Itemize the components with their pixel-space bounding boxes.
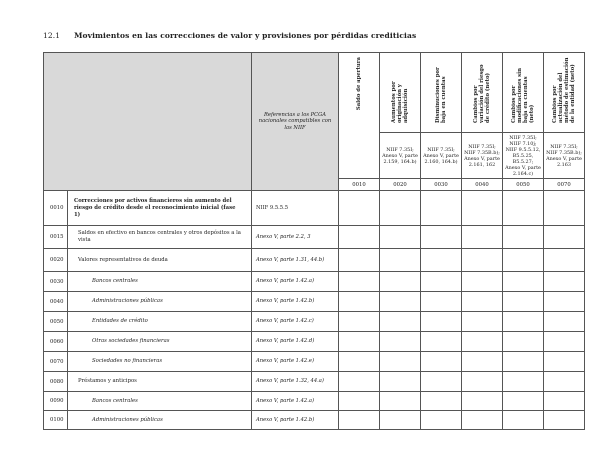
row-code: 0070 xyxy=(44,352,68,372)
col-code: 0030 xyxy=(421,179,462,191)
value-cell[interactable] xyxy=(339,352,380,372)
col-ref-0070: NIIF 7.35I; NIIF 7.35B.b); Anexo V, parte 2.163 xyxy=(544,133,585,179)
row-code: 0060 xyxy=(44,332,68,352)
value-cell[interactable] xyxy=(339,372,380,392)
row-reference: Anexo V, parte 1.42.d) xyxy=(252,332,339,352)
col-title-0010: Saldo de apertura xyxy=(339,53,380,179)
header-row-titles xyxy=(44,53,585,133)
value-cell[interactable] xyxy=(421,411,462,430)
section-number: 12.1 xyxy=(43,31,61,40)
row-reference: Anexo V, parte 1.42.a) xyxy=(252,392,339,411)
col-code: 0040 xyxy=(462,179,503,191)
ref-column-header: Referencias a los PCGA nacionales compatibles con las NIIF xyxy=(252,53,339,191)
row-reference: Anexo V, parte 2.2, 3 xyxy=(252,226,339,249)
value-cell[interactable] xyxy=(462,272,503,292)
col-code: 0070 xyxy=(544,179,585,191)
value-cell[interactable] xyxy=(380,312,421,332)
table-row xyxy=(44,332,585,352)
table-row xyxy=(44,292,585,312)
table-row xyxy=(44,312,585,332)
value-cell[interactable] xyxy=(339,392,380,411)
value-cell[interactable] xyxy=(462,226,503,249)
value-cell[interactable] xyxy=(503,191,544,226)
row-code: 0020 xyxy=(44,249,68,272)
value-cell[interactable] xyxy=(380,332,421,352)
row-label: Otras sociedades financieras xyxy=(68,332,252,352)
value-cell[interactable] xyxy=(339,226,380,249)
col-ref-0030: NIIF 7.35I; Anexo V, parte 2.160, 164.b) xyxy=(421,133,462,179)
value-cell[interactable] xyxy=(421,312,462,332)
value-cell[interactable] xyxy=(462,191,503,226)
row-code: 0100 xyxy=(44,411,68,430)
value-cell[interactable] xyxy=(544,352,585,372)
value-cell[interactable] xyxy=(339,292,380,312)
row-code: 0050 xyxy=(44,312,68,332)
value-cell[interactable] xyxy=(503,411,544,430)
value-cell[interactable] xyxy=(503,226,544,249)
value-cell[interactable] xyxy=(544,372,585,392)
row-label: Bancos centrales xyxy=(68,392,252,411)
value-cell[interactable] xyxy=(380,352,421,372)
value-cell[interactable] xyxy=(380,372,421,392)
value-cell[interactable] xyxy=(462,332,503,352)
row-reference: NIIF 9.5.5.5 xyxy=(252,191,339,226)
row-reference: Anexo V, parte 1.42.c) xyxy=(252,312,339,332)
row-code: 0030 xyxy=(44,272,68,292)
row-label: Préstamos y anticipos xyxy=(68,372,252,392)
value-cell[interactable] xyxy=(421,392,462,411)
value-cell[interactable] xyxy=(380,249,421,272)
col-ref-0020: NIIF 7.35I; Anexo V, parte 2.159, 164.b) xyxy=(380,133,421,179)
table-row xyxy=(44,392,585,411)
value-cell[interactable] xyxy=(339,191,380,226)
row-code: 0040 xyxy=(44,292,68,312)
col-ref-0040: NIIF 7.35I; NIIF 7.35B.b); Anexo V, parte 2.161, 162 xyxy=(462,133,503,179)
value-cell[interactable] xyxy=(503,372,544,392)
row-reference: Anexo V, parte 1.42.e) xyxy=(252,352,339,372)
value-cell[interactable] xyxy=(503,272,544,292)
value-cell[interactable] xyxy=(421,292,462,312)
value-cell[interactable] xyxy=(421,191,462,226)
value-cell[interactable] xyxy=(339,411,380,430)
value-cell[interactable] xyxy=(380,392,421,411)
table-row xyxy=(44,411,585,430)
page-title xyxy=(43,31,416,40)
value-cell[interactable] xyxy=(462,372,503,392)
col-ref-0050: NIIF 7.35I; NIIF 7.10j; NIIF 9.5.5.12, B5.5.25, B5.5.27; Anexo V, parte 2.164.c) xyxy=(503,133,544,179)
row-label: Bancos centrales xyxy=(68,272,252,292)
row-label: Correcciones por activos financieros sin aumento del riesgo de crédito desde el reconocimiento inicial (fase 1) xyxy=(68,191,252,226)
value-cell[interactable] xyxy=(544,332,585,352)
value-cell[interactable] xyxy=(421,249,462,272)
value-cell[interactable] xyxy=(544,392,585,411)
value-cell[interactable] xyxy=(339,312,380,332)
value-cell[interactable] xyxy=(462,292,503,312)
value-cell[interactable] xyxy=(421,372,462,392)
value-cell[interactable] xyxy=(339,332,380,352)
value-cell[interactable] xyxy=(544,191,585,226)
value-cell[interactable] xyxy=(544,312,585,332)
header-empty-cell xyxy=(44,53,252,191)
value-cell[interactable] xyxy=(544,249,585,272)
value-cell[interactable] xyxy=(503,332,544,352)
value-cell[interactable] xyxy=(462,352,503,372)
value-cell[interactable] xyxy=(421,272,462,292)
col-code: 0050 xyxy=(503,179,544,191)
row-code: 0015 xyxy=(44,226,68,249)
value-cell[interactable] xyxy=(380,411,421,430)
col-title-0020: Aumentos por originación y adquisición xyxy=(380,53,421,133)
value-cell[interactable] xyxy=(462,411,503,430)
value-cell[interactable] xyxy=(544,411,585,430)
row-code: 0010 xyxy=(44,191,68,226)
value-cell[interactable] xyxy=(503,352,544,372)
row-reference: Anexo V, parte 1.42.a) xyxy=(252,272,339,292)
table-row xyxy=(44,352,585,372)
value-cell[interactable] xyxy=(544,226,585,249)
col-code: 0020 xyxy=(380,179,421,191)
value-cell[interactable] xyxy=(544,272,585,292)
value-cell[interactable] xyxy=(421,352,462,372)
value-cell[interactable] xyxy=(421,332,462,352)
row-code: 0080 xyxy=(44,372,68,392)
col-title-0040: Cambios por variación del riesgo de crédito (neto) xyxy=(462,53,503,133)
col-title-0050: Cambios por modificaciones sin baja en cuentas (neto) xyxy=(503,53,544,133)
col-title-0030: Disminuciones por baja en cuentas xyxy=(421,53,462,133)
row-label: Administraciones públicas xyxy=(68,292,252,312)
value-cell[interactable] xyxy=(503,249,544,272)
value-cell[interactable] xyxy=(462,392,503,411)
value-cell[interactable] xyxy=(421,226,462,249)
value-cell[interactable] xyxy=(503,292,544,312)
value-cell[interactable] xyxy=(339,249,380,272)
col-code: 0010 xyxy=(339,179,380,191)
table-row xyxy=(44,191,585,226)
value-cell[interactable] xyxy=(503,312,544,332)
value-cell[interactable] xyxy=(544,292,585,312)
row-label: Entidades de crédito xyxy=(68,312,252,332)
row-label: Administraciones públicas xyxy=(68,411,252,430)
value-cell[interactable] xyxy=(380,292,421,312)
corrections-table xyxy=(43,52,585,430)
row-code: 0090 xyxy=(44,392,68,411)
table-row xyxy=(44,372,585,392)
value-cell[interactable] xyxy=(462,312,503,332)
row-reference: Anexo V, parte 1.42.b) xyxy=(252,292,339,312)
row-label: Saldos en efectivo en bancos centrales y otros depósitos a la vista xyxy=(68,226,252,249)
row-label: Valores representativos de deuda xyxy=(68,249,252,272)
section-title: Movimientos en las correcciones de valor y provisiones por pérdidas crediticias xyxy=(74,31,417,40)
row-reference: Anexo V, parte 1.32, 44.a) xyxy=(252,372,339,392)
value-cell[interactable] xyxy=(380,272,421,292)
row-reference: Anexo V, parte 1.42.b) xyxy=(252,411,339,430)
value-cell[interactable] xyxy=(380,191,421,226)
col-title-0070: Cambios por actualización del método de estimación de la entidad (neto) xyxy=(544,53,585,133)
value-cell[interactable] xyxy=(503,392,544,411)
table-row xyxy=(44,272,585,292)
row-label: Sociedades no financieras xyxy=(68,352,252,372)
row-reference: Anexo V, parte 1.31, 44.b) xyxy=(252,249,339,272)
table-row xyxy=(44,226,585,249)
value-cell[interactable] xyxy=(462,249,503,272)
value-cell[interactable] xyxy=(339,272,380,292)
value-cell[interactable] xyxy=(380,226,421,249)
table-row xyxy=(44,249,585,272)
